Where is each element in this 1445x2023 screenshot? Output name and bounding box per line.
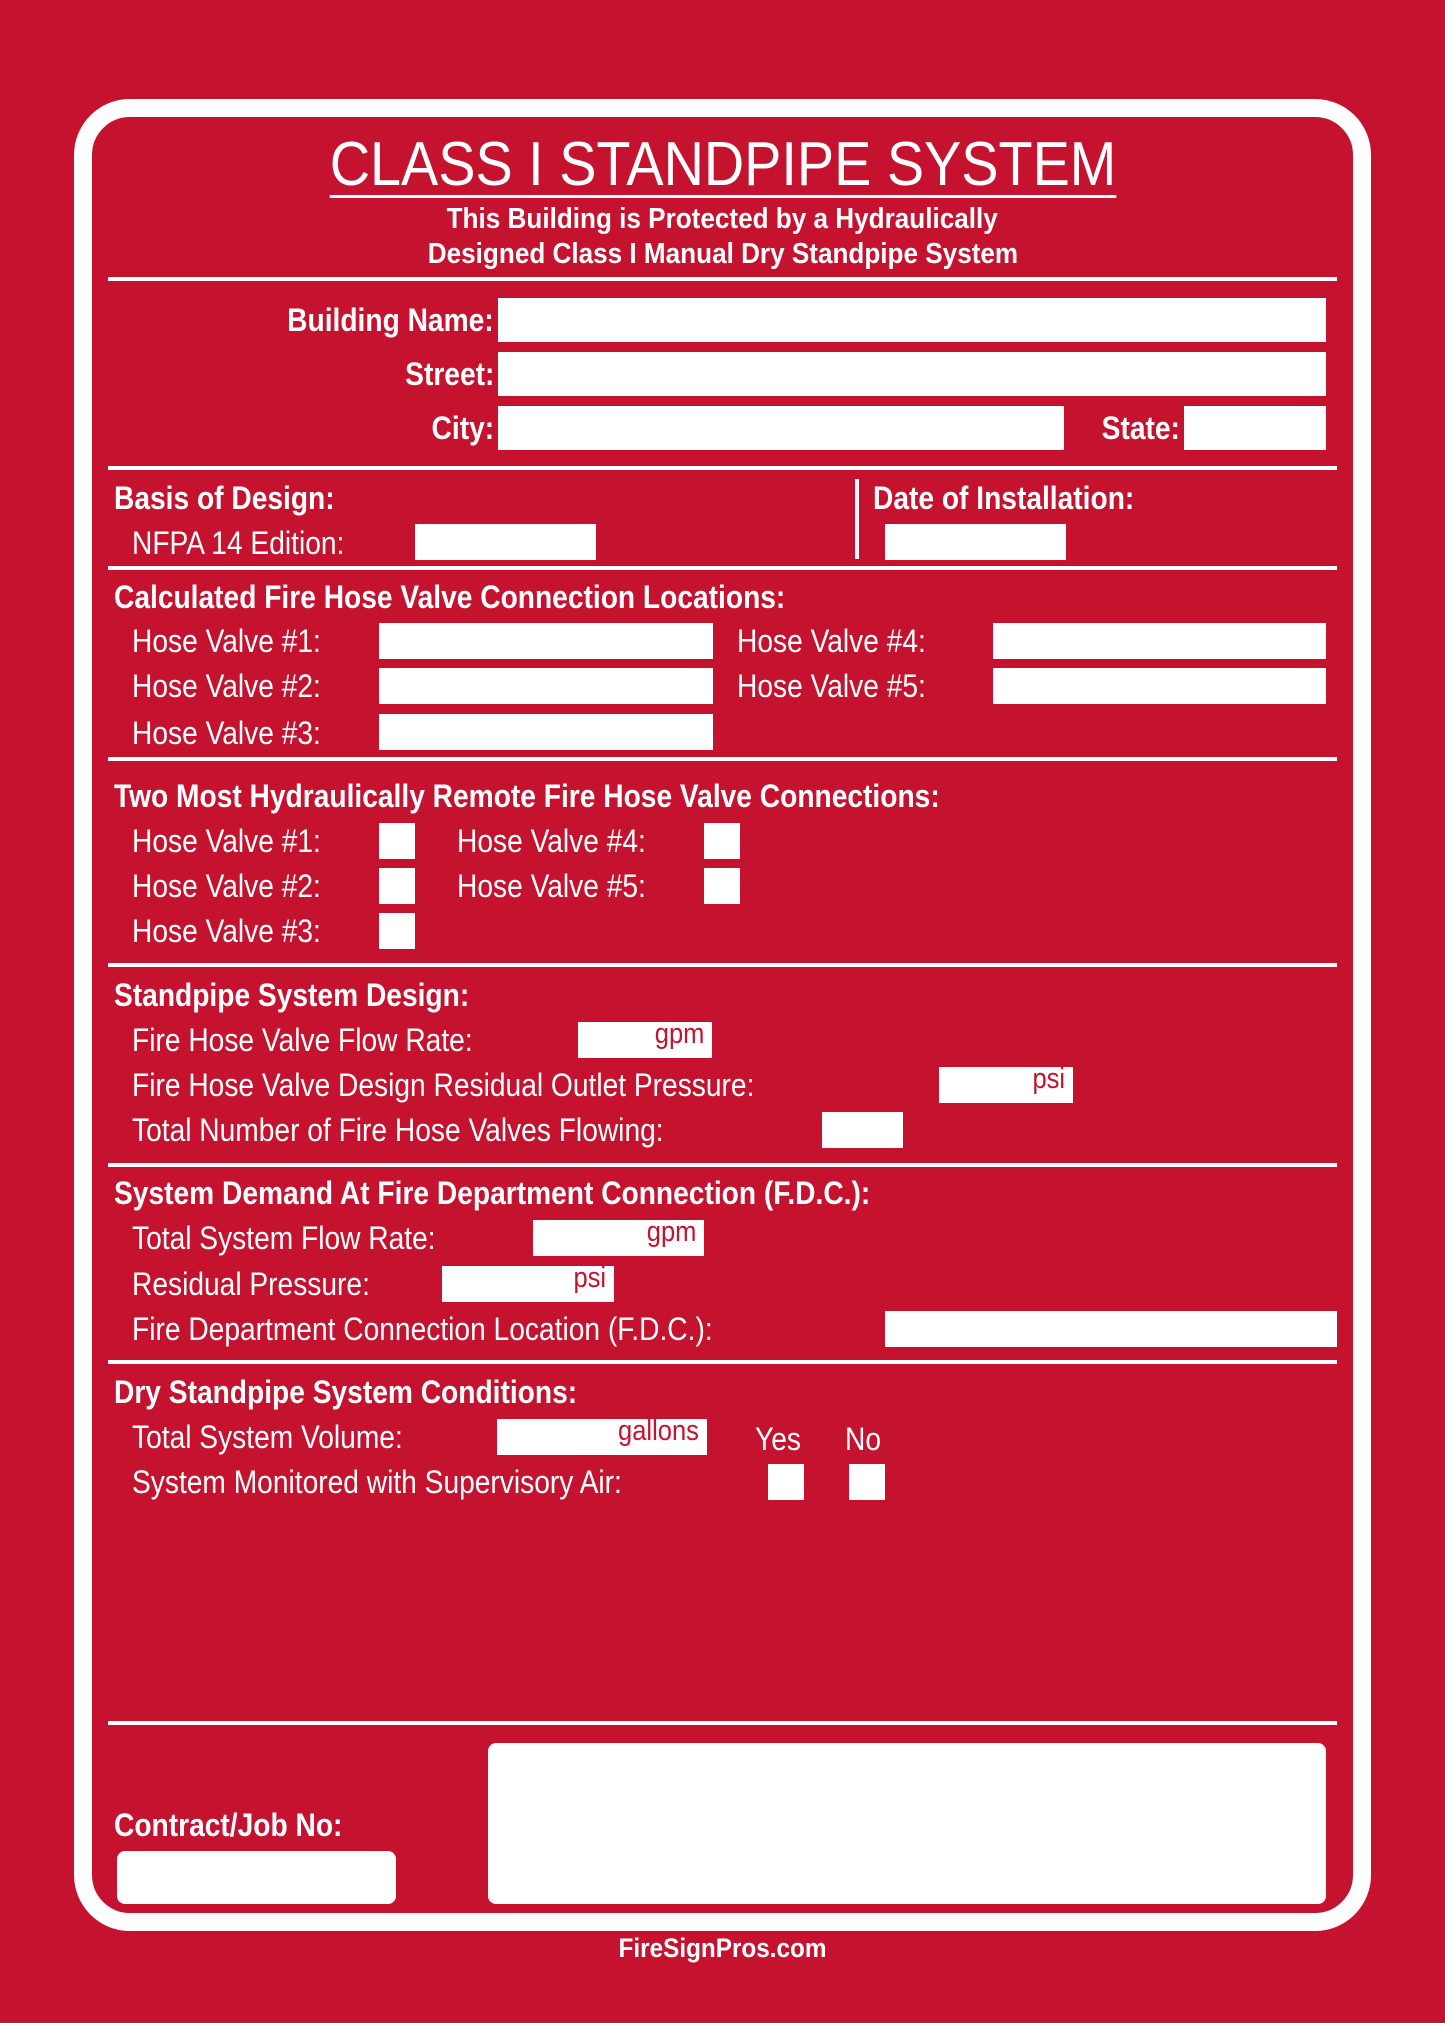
notes-box[interactable] xyxy=(488,1743,1326,1904)
basis-heading: Basis of Design: xyxy=(114,480,335,516)
dry-heading: Dry Standpipe System Conditions: xyxy=(114,1374,578,1410)
calc-valve-2-field[interactable] xyxy=(379,668,713,704)
vertical-divider xyxy=(855,479,859,559)
subtitle-line-2 xyxy=(0,234,1445,274)
remote-valve-2-label: Hose Valve #2: xyxy=(132,868,321,904)
outlet-pressure-field[interactable] xyxy=(939,1063,1073,1103)
divider xyxy=(108,963,1337,967)
valve-flow-rate-label: Fire Hose Valve Flow Rate: xyxy=(132,1022,473,1058)
unit-psi: psi xyxy=(573,1262,606,1294)
yes-label: Yes xyxy=(755,1421,801,1457)
supervisory-air-label: System Monitored with Supervisory Air: xyxy=(132,1464,622,1500)
calc-valve-1-label: Hose Valve #1: xyxy=(132,623,321,659)
valve-flow-rate-field[interactable] xyxy=(578,1018,712,1058)
remote-valve-1-label: Hose Valve #1: xyxy=(132,823,321,859)
subtitle-text: This Building is Protected by a Hydraulically xyxy=(446,203,999,235)
calc-valve-4-field[interactable] xyxy=(993,623,1326,659)
state-label: State: xyxy=(1101,410,1180,446)
supervisory-air-no-checkbox[interactable] xyxy=(849,1464,885,1500)
unit-gpm: gpm xyxy=(654,1018,704,1050)
divider xyxy=(108,1163,1337,1167)
divider xyxy=(108,466,1337,470)
supervisory-air-yes-checkbox[interactable] xyxy=(768,1464,804,1500)
contract-job-field[interactable] xyxy=(117,1851,396,1904)
remote-valve-2-checkbox[interactable] xyxy=(379,868,415,904)
design-heading: Standpipe System Design: xyxy=(114,977,470,1013)
city-field[interactable] xyxy=(498,406,1064,450)
remote-valve-5-label: Hose Valve #5: xyxy=(457,868,646,904)
divider xyxy=(108,1360,1337,1364)
remote-valve-4-label: Hose Valve #4: xyxy=(457,823,646,859)
footer-text: FireSignPros.com xyxy=(618,1933,827,1963)
footer-website xyxy=(0,1928,1445,1968)
calc-valve-3-label: Hose Valve #3: xyxy=(132,715,321,751)
calc-valve-5-label: Hose Valve #5: xyxy=(737,668,926,704)
system-volume-label: Total System Volume: xyxy=(132,1419,403,1455)
divider xyxy=(108,1721,1337,1725)
demand-heading: System Demand At Fire Department Connection (F.D.C.): xyxy=(114,1175,871,1211)
outlet-pressure-label: Fire Hose Valve Design Residual Outlet Pressure: xyxy=(132,1067,755,1103)
remote-valve-3-checkbox[interactable] xyxy=(379,913,415,949)
calc-valve-3-field[interactable] xyxy=(379,714,713,750)
sign-title xyxy=(0,130,1445,200)
city-label: City: xyxy=(431,410,494,446)
building-name-label: Building Name: xyxy=(287,302,494,338)
residual-pressure-field[interactable] xyxy=(442,1262,614,1302)
title-text: CLASS I STANDPIPE SYSTEM xyxy=(329,130,1116,199)
state-field[interactable] xyxy=(1184,406,1326,450)
system-flow-rate-field[interactable] xyxy=(533,1216,704,1256)
no-label: No xyxy=(845,1421,881,1457)
remote-valve-1-checkbox[interactable] xyxy=(379,823,415,859)
building-name-field[interactable] xyxy=(498,298,1326,342)
remote-valve-3-label: Hose Valve #3: xyxy=(132,913,321,949)
nfpa-edition-label: NFPA 14 Edition: xyxy=(132,525,345,561)
divider xyxy=(108,566,1337,570)
fdc-location-label: Fire Department Connection Location (F.D.C.): xyxy=(132,1311,713,1347)
calculated-heading: Calculated Fire Hose Valve Connection Locations: xyxy=(114,579,786,615)
date-installation-heading: Date of Installation: xyxy=(873,480,1135,516)
system-volume-field[interactable] xyxy=(497,1415,707,1455)
nfpa-edition-field[interactable] xyxy=(415,524,596,560)
unit-gpm: gpm xyxy=(646,1216,696,1248)
contract-job-label: Contract/Job No: xyxy=(114,1807,343,1843)
divider xyxy=(108,277,1337,281)
divider xyxy=(108,757,1337,761)
remote-valve-4-checkbox[interactable] xyxy=(704,823,740,859)
street-label: Street: xyxy=(404,356,494,392)
fdc-location-field[interactable] xyxy=(885,1311,1337,1347)
calc-valve-5-field[interactable] xyxy=(993,668,1326,704)
residual-pressure-label: Residual Pressure: xyxy=(132,1266,370,1302)
calc-valve-4-label: Hose Valve #4: xyxy=(737,623,926,659)
unit-gallons: gallons xyxy=(618,1415,699,1447)
valves-flowing-field[interactable] xyxy=(822,1112,903,1148)
unit-psi: psi xyxy=(1032,1063,1065,1095)
subtitle-line-1 xyxy=(0,199,1445,239)
calc-valve-2-label: Hose Valve #2: xyxy=(132,668,321,704)
remote-heading: Two Most Hydraulically Remote Fire Hose Valve Connections: xyxy=(114,778,940,814)
date-installation-field[interactable] xyxy=(885,524,1066,560)
valves-flowing-label: Total Number of Fire Hose Valves Flowing: xyxy=(132,1112,664,1148)
system-flow-rate-label: Total System Flow Rate: xyxy=(132,1220,436,1256)
remote-valve-5-checkbox[interactable] xyxy=(704,868,740,904)
subtitle-text: Designed Class I Manual Dry Standpipe System xyxy=(427,238,1018,270)
calc-valve-1-field[interactable] xyxy=(379,623,713,659)
street-field[interactable] xyxy=(498,352,1326,396)
